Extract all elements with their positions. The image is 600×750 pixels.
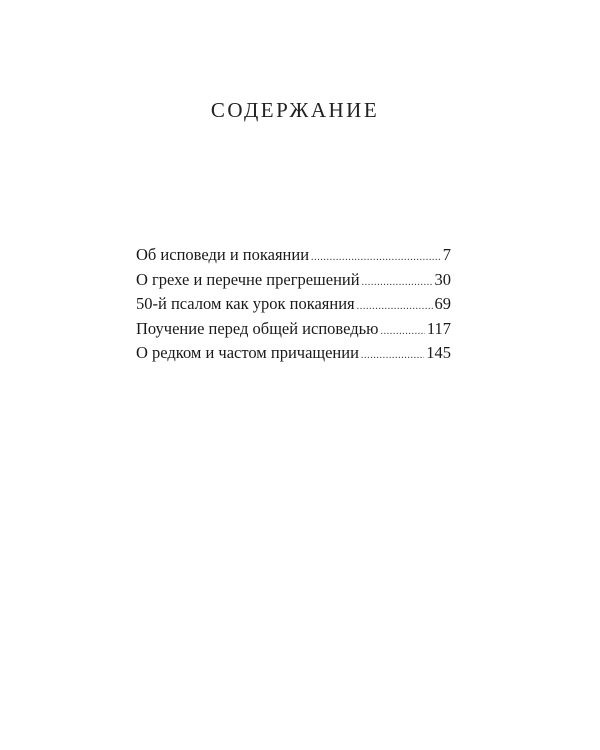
toc-entry-title: 50-й псалом как урок покаяния: [136, 294, 355, 313]
toc-entry-page: 7: [442, 245, 451, 264]
toc-entry-page: 145: [426, 343, 451, 362]
page-title: СОДЕРЖАНИЕ: [210, 98, 380, 122]
toc-entry: [136, 245, 451, 270]
toc-entry-page: 30: [434, 269, 451, 289]
toc-leader-dots: [357, 301, 433, 312]
toc-entry: [136, 319, 451, 344]
toc-leader-dots: [380, 326, 424, 337]
toc-entry-title: О редком и частом причащении: [136, 343, 359, 362]
toc-entry-page: 69: [434, 294, 451, 313]
toc-leader-dots: [362, 277, 433, 288]
toc-entry-title: Об исповеди и покаянии: [136, 245, 310, 264]
toc-entry: [136, 343, 451, 368]
toc-entry: [136, 270, 451, 295]
toc-leader-dots: [311, 252, 441, 263]
toc-leader-dots: [361, 350, 424, 361]
toc-entry-title: Поучение перед общей исповедью: [136, 318, 379, 338]
toc-entry-page: 117: [426, 318, 451, 338]
table-of-contents: [136, 245, 451, 368]
toc-entry-title: О грехе и перечне прегрешений: [136, 269, 360, 289]
toc-entry: [136, 294, 451, 319]
